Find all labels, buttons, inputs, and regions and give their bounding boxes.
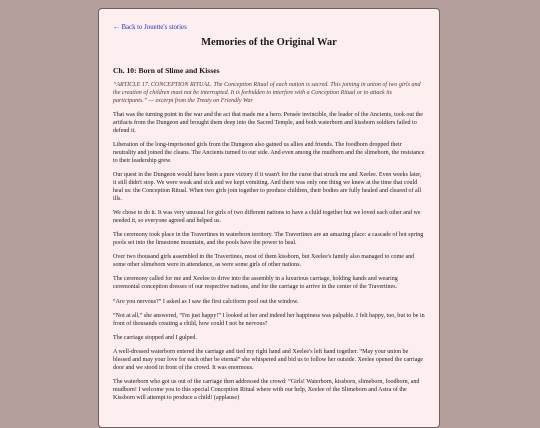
story-paragraph: A well-dressed waterborn entered the carriage and tied my right hand and Xeelee's left hand together. “May your union be blessed and may your love for each other be eternal” she whispered and bid us to follow her outside. Xeelee opened the carriage door and we stood in front of the crowd. It was enormous.: [113, 348, 424, 371]
story-paragraph: That was the turning point in the war and the act that made me a hero. Pensée invincible, the leader of the Ancients, took out the artifacts from the Dungeon and brought them deep into the Sacred Temple, and both waterborn and kissborn soldiers failed to defend it.: [113, 111, 423, 134]
story-paragraph: Our quest in the Dungeon would have been a pure victory if it wasn't for the curse that struck me and Xeelee. Even weeks later, it still didn't stop. We were weak and sick and we kept vomiting. And there was only one thing we knew at the time that could heal us: the Conception Ritual. When two girls join together to produce children, their bodies are fully healed and cleared of all ills.: [113, 171, 422, 202]
epigraph: “ARTICLE 17. CONCEPTION RITUAL. The Conception Ritual of each nation is sacred. This joining in union of two girls and the creation of children must not be interrupted. It is forbidden to interfere with a Conception Ritual or to attack its participants.” — excerpt from the Treaty on Friendly War: [113, 81, 421, 104]
story-page: [98, 8, 440, 428]
back-to-stories-link[interactable]: ← Back to Jouette's stories: [113, 24, 187, 31]
story-paragraph: The ceremony took place in the Travertines in waterborn territory. The Travertines are an amazing place: a cascade of hot spring pools set into the limestone mountain, and the pools have the power to heal.: [113, 232, 424, 247]
story-paragraph: “Are you nervous?” I asked as I saw the first calciform pool out the window.: [113, 298, 299, 305]
story-title: Memories of the Original War: [201, 37, 337, 48]
story-paragraph: The carriage stopped and I gulped.: [113, 334, 197, 341]
story-paragraph: We chose to do it. It was very unusual for girls of two different nations to have a child together but we loved each other and we needed it, so everyone agreed and helped us.: [113, 210, 421, 225]
story-paragraph: Liberation of the long-imprisoned girls from the Dungeon also gained us allies and friends. The foodborn dropped their neutrality and joined the cleans. The Ancients turned to our side. And even among the mudborn and the slimeborn, the resistance to their leadership grew.: [113, 141, 425, 164]
chapter-title: Ch. 10: Born of Slime and Kisses: [113, 65, 220, 75]
story-paragraph: The ceremony called for me and Xeelee to drive into the assembly in a luxurious carriage, holding hands and wearing ceremonial conception dresses of our respective nations, and for the carriage to arrive in the center of the Travertines.: [113, 276, 398, 291]
story-paragraph: Over two thousand girls assembled in the Travertines, most of them kissborn, but Xeelee's family also managed to come and some other slimeborn were in attendance, as were some girls of other nations.: [113, 254, 415, 269]
story-paragraph: The waterborn who got us out of the carriage then addressed the crowd: “Girls! Waterborn, kissborn, slimeborn, foodborn, and mudborn! I welcome you to this special Conception Ritual where with our help, Xeelee of the Slimeborn and Astra of the Kissborn will attempt to produce a child! (applause): [113, 379, 420, 402]
story-paragraph: “Not at all,” she answered, “I'm just happy!” I looked at her and indeed her happiness was palpable. I felt happy, too, but to be in front of thousands creating a child, how could I not be nervous?: [113, 312, 425, 327]
